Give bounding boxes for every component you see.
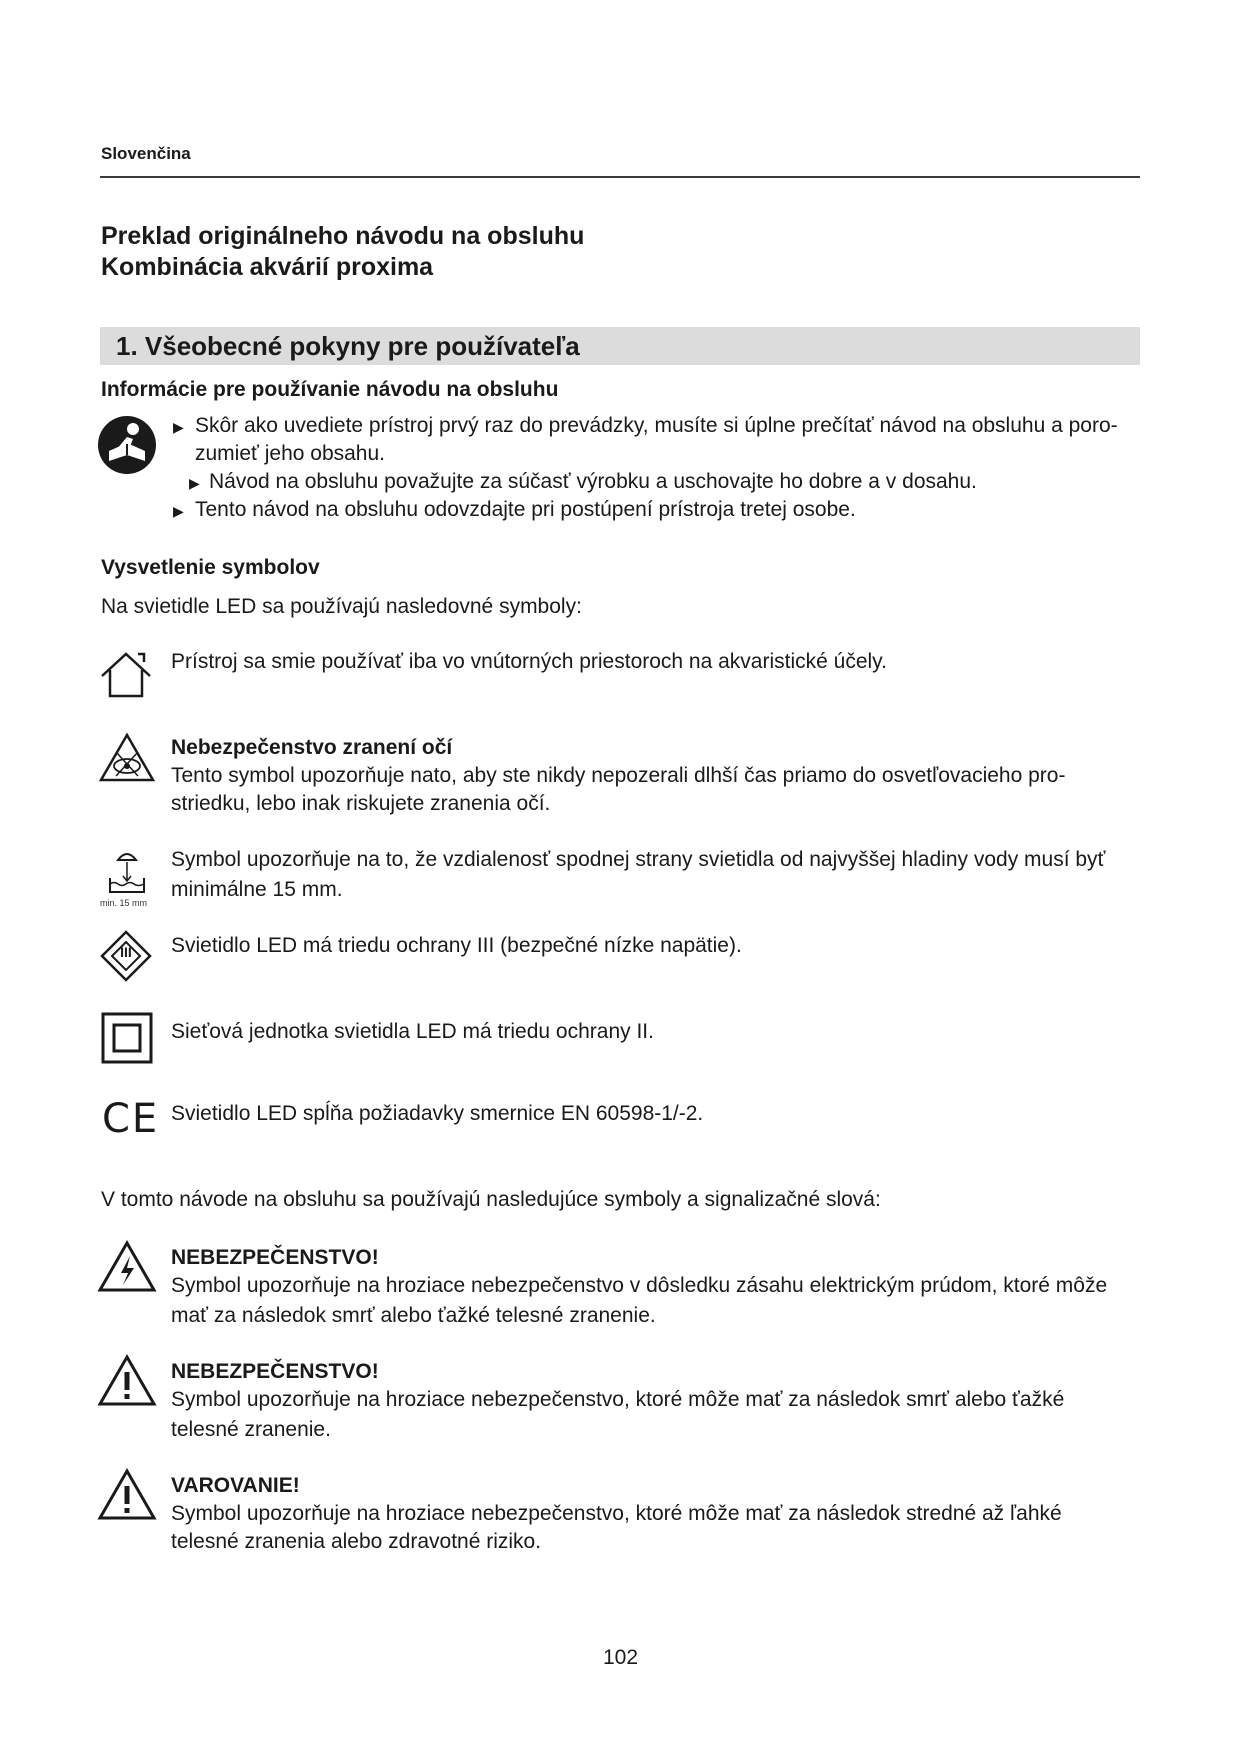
bullet-triangle-icon: ▶ bbox=[173, 419, 184, 435]
header-rule bbox=[100, 176, 1140, 178]
signal-title: NEBEZPEČENSTVO! bbox=[171, 1246, 379, 1269]
min-distance-label: min. 15 mm bbox=[100, 898, 148, 908]
bullet-item: ▶ Skôr ako uvediete prístroj prvý raz do prevádzky, musíte si úplne prečítať návod na obsluhu a poro- bbox=[173, 412, 1118, 441]
eye-hazard-line: Tento symbol upozorňuje nato, aby ste nikdy nepozerali dlhší čas priamo do osvetľovacieho pro- bbox=[171, 764, 1066, 787]
ce-mark-icon: CE bbox=[102, 1096, 160, 1142]
signal-line: telesné zranenia alebo zdravotné riziko. bbox=[171, 1530, 542, 1553]
protection-class-2-icon bbox=[101, 1012, 153, 1064]
symbols-heading: Vysvetlenie symbolov bbox=[101, 556, 320, 579]
class3-text: Svietidlo LED má triedu ochrany III (bezpečné nízke napätie). bbox=[171, 934, 742, 957]
indoor-house-icon bbox=[98, 648, 154, 700]
protection-class-3-label: III bbox=[120, 944, 132, 960]
signal-intro: V tomto návode na obsluhu sa používajú nasledujúce symboly a signalizačné slová: bbox=[101, 1188, 881, 1211]
ce-text: Svietidlo LED spĺňa požiadavky smernice EN 60598-1/-2. bbox=[171, 1102, 704, 1125]
bullet-triangle-icon: ▶ bbox=[173, 503, 184, 519]
bullet-triangle-icon: ▶ bbox=[189, 475, 200, 491]
language-label: Slovenčina bbox=[101, 144, 191, 163]
signal-title: VAROVANIE! bbox=[171, 1474, 300, 1497]
symbols-intro: Na svietidle LED sa používajú nasledovné symboly: bbox=[101, 595, 582, 618]
signal-title: NEBEZPEČENSTVO! bbox=[171, 1360, 379, 1383]
bullet-item: ▶ Návod na obsluhu považujte za súčasť výrobku a uschovajte ho dobre a v dosahu. bbox=[189, 468, 977, 497]
min-distance-icon bbox=[100, 848, 154, 898]
electric-danger-icon bbox=[97, 1240, 157, 1294]
eye-hazard-icon bbox=[98, 732, 156, 784]
signal-line: telesné zranenie. bbox=[171, 1418, 331, 1441]
section-heading-bar bbox=[100, 327, 1140, 365]
signal-line: Symbol upozorňuje na hroziace nebezpečenstvo v dôsledku zásahu elektrickým prúdom, ktoré môže bbox=[171, 1274, 1108, 1297]
signal-line: Symbol upozorňuje na hroziace nebezpečenstvo, ktoré môže mať za následok smrť alebo ťažké bbox=[171, 1388, 1065, 1411]
bullet-continuation: zumieť jeho obsahu. bbox=[195, 442, 385, 465]
bullet-item: ▶ Tento návod na obsluhu odovzdajte pri postúpení prístroja tretej osobe. bbox=[173, 496, 856, 525]
page-number: 102 bbox=[602, 1646, 639, 1669]
indoor-text: Prístroj sa smie používať iba vo vnútorných priestoroch na akvaristické účely. bbox=[171, 650, 887, 673]
class2-text: Sieťová jednotka svietidla LED má triedu ochrany II. bbox=[171, 1020, 654, 1043]
distance-line: Symbol upozorňuje na to, že vzdialenosť spodnej strany svietidla od najvyššej hladiny vody musí byť bbox=[171, 848, 1106, 871]
section-heading: 1. Všeobecné pokyny pre používateľa bbox=[116, 331, 580, 361]
warning-icon bbox=[97, 1468, 157, 1522]
distance-line: minimálne 15 mm. bbox=[171, 878, 343, 901]
eye-hazard-title: Nebezpečenstvo zranení očí bbox=[171, 736, 453, 759]
page-subtitle: Kombinácia akvárií proxima bbox=[101, 253, 434, 281]
signal-line: Symbol upozorňuje na hroziace nebezpečenstvo, ktoré môže mať za následok stredné až ľahké bbox=[171, 1502, 1062, 1525]
eye-hazard-line: striedku, lebo inak riskujete zranenia očí. bbox=[171, 792, 551, 815]
danger-warning-icon bbox=[97, 1354, 157, 1408]
read-manual-icon bbox=[97, 415, 157, 475]
info-heading: Informácie pre používanie návodu na obsluhu bbox=[101, 378, 559, 401]
page-title: Preklad originálneho návodu na obsluhu bbox=[101, 222, 585, 250]
signal-line: mať za následok smrť alebo ťažké telesné zranenie. bbox=[171, 1304, 656, 1327]
